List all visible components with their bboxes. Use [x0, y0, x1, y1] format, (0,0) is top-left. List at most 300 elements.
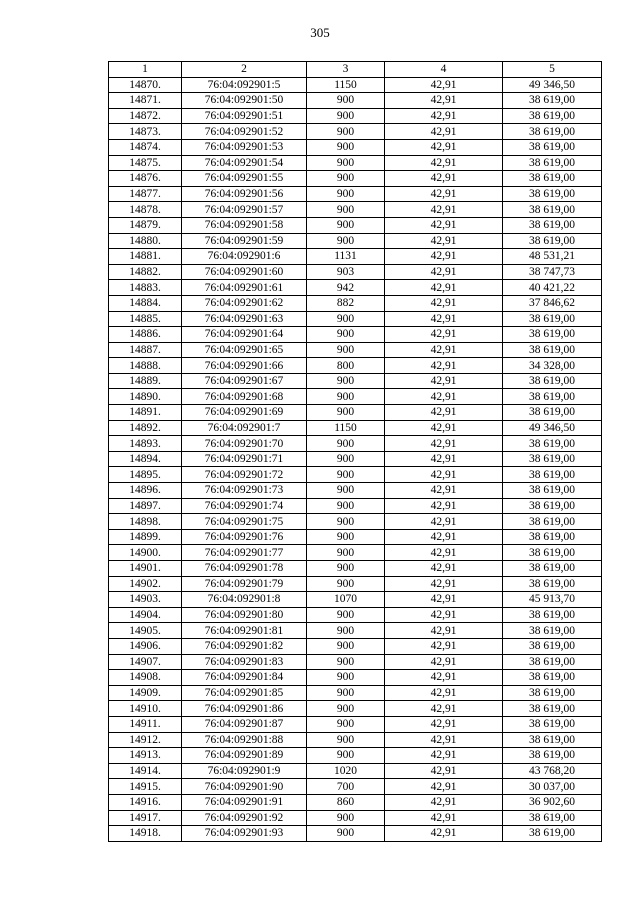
row-number-cell: 14877. [109, 186, 182, 202]
rate-cell: 42,91 [385, 77, 503, 93]
table-body [109, 62, 602, 842]
row-number-cell: 14887. [109, 342, 182, 358]
cadastral-number-cell: 76:04:092901:76 [182, 529, 307, 545]
table-row [109, 139, 602, 155]
cadastral-number-cell: 76:04:092901:74 [182, 498, 307, 514]
rate-cell: 42,91 [385, 389, 503, 405]
amount-cell: 38 747,73 [503, 264, 602, 280]
rate-cell: 42,91 [385, 576, 503, 592]
column-header: 1 [109, 62, 182, 78]
area-cell: 900 [307, 311, 385, 327]
table-row [109, 451, 602, 467]
table-row [109, 701, 602, 717]
row-number-cell: 14898. [109, 514, 182, 530]
rate-cell: 42,91 [385, 779, 503, 795]
cadastral-number-cell: 76:04:092901:66 [182, 358, 307, 374]
amount-cell: 38 619,00 [503, 654, 602, 670]
table-row [109, 748, 602, 764]
rate-cell: 42,91 [385, 701, 503, 717]
area-cell: 900 [307, 748, 385, 764]
amount-cell: 38 619,00 [503, 701, 602, 717]
amount-cell: 38 619,00 [503, 405, 602, 421]
table-row [109, 358, 602, 374]
table-row [109, 483, 602, 499]
rate-cell: 42,91 [385, 685, 503, 701]
area-cell: 900 [307, 405, 385, 421]
cadastral-number-cell: 76:04:092901:85 [182, 685, 307, 701]
area-cell: 900 [307, 732, 385, 748]
page-number: 305 [310, 25, 330, 40]
rate-cell: 42,91 [385, 124, 503, 140]
table-row [109, 77, 602, 93]
amount-cell: 38 619,00 [503, 810, 602, 826]
amount-cell: 38 619,00 [503, 373, 602, 389]
row-number-cell: 14889. [109, 373, 182, 389]
row-number-cell: 14873. [109, 124, 182, 140]
cadastral-number-cell: 76:04:092901:78 [182, 561, 307, 577]
table-row [109, 108, 602, 124]
table-row [109, 155, 602, 171]
cadastral-number-cell: 76:04:092901:82 [182, 638, 307, 654]
amount-cell: 38 619,00 [503, 561, 602, 577]
rate-cell: 42,91 [385, 763, 503, 779]
row-number-cell: 14893. [109, 436, 182, 452]
rate-cell: 42,91 [385, 139, 503, 155]
cadastral-number-cell: 76:04:092901:52 [182, 124, 307, 140]
cadastral-number-cell: 76:04:092901:59 [182, 233, 307, 249]
area-cell: 900 [307, 155, 385, 171]
cadastral-number-cell: 76:04:092901:54 [182, 155, 307, 171]
amount-cell: 34 328,00 [503, 358, 602, 374]
table-row [109, 420, 602, 436]
cadastral-number-cell: 76:04:092901:60 [182, 264, 307, 280]
cadastral-number-cell: 76:04:092901:89 [182, 748, 307, 764]
table-row [109, 826, 602, 842]
rate-cell: 42,91 [385, 748, 503, 764]
amount-cell: 38 619,00 [503, 342, 602, 358]
table-row [109, 794, 602, 810]
cadastral-number-cell: 76:04:092901:91 [182, 794, 307, 810]
cadastral-number-cell: 76:04:092901:81 [182, 623, 307, 639]
area-cell: 900 [307, 607, 385, 623]
row-number-cell: 14911. [109, 716, 182, 732]
table-row [109, 576, 602, 592]
rate-cell: 42,91 [385, 638, 503, 654]
amount-cell: 38 619,00 [503, 202, 602, 218]
cadastral-number-cell: 76:04:092901:9 [182, 763, 307, 779]
row-number-cell: 14901. [109, 561, 182, 577]
amount-cell: 38 619,00 [503, 748, 602, 764]
row-number-cell: 14895. [109, 467, 182, 483]
area-cell: 900 [307, 685, 385, 701]
table-row [109, 124, 602, 140]
rate-cell: 42,91 [385, 108, 503, 124]
row-number-cell: 14899. [109, 529, 182, 545]
rate-cell: 42,91 [385, 732, 503, 748]
table-row [109, 732, 602, 748]
amount-cell: 38 619,00 [503, 576, 602, 592]
cadastral-number-cell: 76:04:092901:87 [182, 716, 307, 732]
area-cell: 900 [307, 810, 385, 826]
row-number-cell: 14870. [109, 77, 182, 93]
row-number-cell: 14892. [109, 420, 182, 436]
row-number-cell: 14885. [109, 311, 182, 327]
area-cell: 900 [307, 701, 385, 717]
table-row [109, 373, 602, 389]
cadastral-number-cell: 76:04:092901:68 [182, 389, 307, 405]
table-row [109, 202, 602, 218]
row-number-cell: 14914. [109, 763, 182, 779]
amount-cell: 38 619,00 [503, 124, 602, 140]
table-row [109, 498, 602, 514]
cadastral-number-cell: 76:04:092901:72 [182, 467, 307, 483]
cadastral-number-cell: 76:04:092901:80 [182, 607, 307, 623]
rate-cell: 42,91 [385, 654, 503, 670]
cadastral-number-cell: 76:04:092901:56 [182, 186, 307, 202]
rate-cell: 42,91 [385, 327, 503, 343]
area-cell: 700 [307, 779, 385, 795]
area-cell: 903 [307, 264, 385, 280]
cadastral-number-cell: 76:04:092901:67 [182, 373, 307, 389]
amount-cell: 38 619,00 [503, 217, 602, 233]
cadastral-number-cell: 76:04:092901:86 [182, 701, 307, 717]
cadastral-number-cell: 76:04:092901:64 [182, 327, 307, 343]
row-number-cell: 14875. [109, 155, 182, 171]
amount-cell: 38 619,00 [503, 623, 602, 639]
area-cell: 900 [307, 561, 385, 577]
area-cell: 900 [307, 498, 385, 514]
cadastral-number-cell: 76:04:092901:79 [182, 576, 307, 592]
amount-cell: 38 619,00 [503, 545, 602, 561]
table-row [109, 233, 602, 249]
table-row [109, 311, 602, 327]
table-row [109, 592, 602, 608]
amount-cell: 38 619,00 [503, 233, 602, 249]
area-cell: 900 [307, 171, 385, 187]
area-cell: 900 [307, 186, 385, 202]
rate-cell: 42,91 [385, 529, 503, 545]
area-cell: 900 [307, 124, 385, 140]
row-number-cell: 14882. [109, 264, 182, 280]
cadastral-number-cell: 76:04:092901:77 [182, 545, 307, 561]
amount-cell: 48 531,21 [503, 249, 602, 265]
cadastral-number-cell: 76:04:092901:62 [182, 295, 307, 311]
area-cell: 900 [307, 638, 385, 654]
column-header: 2 [182, 62, 307, 78]
row-number-cell: 14896. [109, 483, 182, 499]
area-cell: 900 [307, 654, 385, 670]
amount-cell: 30 037,00 [503, 779, 602, 795]
row-number-cell: 14880. [109, 233, 182, 249]
area-cell: 882 [307, 295, 385, 311]
amount-cell: 38 619,00 [503, 826, 602, 842]
area-cell: 1150 [307, 420, 385, 436]
rate-cell: 42,91 [385, 436, 503, 452]
amount-cell: 37 846,62 [503, 295, 602, 311]
cadastral-number-cell: 76:04:092901:57 [182, 202, 307, 218]
amount-cell: 38 619,00 [503, 638, 602, 654]
table-row [109, 561, 602, 577]
table-row [109, 342, 602, 358]
amount-cell: 38 619,00 [503, 436, 602, 452]
amount-cell: 38 619,00 [503, 685, 602, 701]
amount-cell: 38 619,00 [503, 529, 602, 545]
amount-cell: 38 619,00 [503, 186, 602, 202]
column-header: 3 [307, 62, 385, 78]
area-cell: 900 [307, 529, 385, 545]
rate-cell: 42,91 [385, 794, 503, 810]
row-number-cell: 14908. [109, 670, 182, 686]
row-number-cell: 14918. [109, 826, 182, 842]
cadastral-number-cell: 76:04:092901:50 [182, 93, 307, 109]
rate-cell: 42,91 [385, 264, 503, 280]
area-cell: 900 [307, 389, 385, 405]
amount-cell: 38 619,00 [503, 139, 602, 155]
rate-cell: 42,91 [385, 405, 503, 421]
area-cell: 900 [307, 93, 385, 109]
cadastral-number-cell: 76:04:092901:92 [182, 810, 307, 826]
row-number-cell: 14904. [109, 607, 182, 623]
rate-cell: 42,91 [385, 342, 503, 358]
cadastral-number-cell: 76:04:092901:90 [182, 779, 307, 795]
cadastral-number-cell: 76:04:092901:88 [182, 732, 307, 748]
area-cell: 800 [307, 358, 385, 374]
cadastral-number-cell: 76:04:092901:7 [182, 420, 307, 436]
cadastral-number-cell: 76:04:092901:71 [182, 451, 307, 467]
table-row [109, 670, 602, 686]
amount-cell: 49 346,50 [503, 420, 602, 436]
area-cell: 1131 [307, 249, 385, 265]
cadastral-number-cell: 76:04:092901:70 [182, 436, 307, 452]
area-cell: 860 [307, 794, 385, 810]
amount-cell: 38 619,00 [503, 607, 602, 623]
rate-cell: 42,91 [385, 451, 503, 467]
amount-cell: 38 619,00 [503, 93, 602, 109]
table-row [109, 607, 602, 623]
row-number-cell: 14902. [109, 576, 182, 592]
table-row [109, 217, 602, 233]
rate-cell: 42,91 [385, 545, 503, 561]
amount-cell: 38 619,00 [503, 311, 602, 327]
column-header: 5 [503, 62, 602, 78]
table-row [109, 171, 602, 187]
table-row [109, 623, 602, 639]
area-cell: 900 [307, 826, 385, 842]
row-number-cell: 14878. [109, 202, 182, 218]
table-row [109, 186, 602, 202]
area-cell: 900 [307, 342, 385, 358]
area-cell: 900 [307, 217, 385, 233]
row-number-cell: 14909. [109, 685, 182, 701]
row-number-cell: 14912. [109, 732, 182, 748]
area-cell: 900 [307, 467, 385, 483]
row-number-cell: 14883. [109, 280, 182, 296]
table-row [109, 280, 602, 296]
area-cell: 1020 [307, 763, 385, 779]
rate-cell: 42,91 [385, 810, 503, 826]
amount-cell: 36 902,60 [503, 794, 602, 810]
rate-cell: 42,91 [385, 716, 503, 732]
row-number-cell: 14900. [109, 545, 182, 561]
table-row [109, 436, 602, 452]
amount-cell: 49 346,50 [503, 77, 602, 93]
rate-cell: 42,91 [385, 186, 503, 202]
cadastral-number-cell: 76:04:092901:61 [182, 280, 307, 296]
row-number-cell: 14903. [109, 592, 182, 608]
area-cell: 942 [307, 280, 385, 296]
table-row [109, 685, 602, 701]
row-number-cell: 14871. [109, 93, 182, 109]
rate-cell: 42,91 [385, 93, 503, 109]
rate-cell: 42,91 [385, 483, 503, 499]
area-cell: 900 [307, 139, 385, 155]
row-number-cell: 14913. [109, 748, 182, 764]
area-cell: 900 [307, 451, 385, 467]
rate-cell: 42,91 [385, 217, 503, 233]
table-row [109, 467, 602, 483]
amount-cell: 38 619,00 [503, 732, 602, 748]
cadastral-number-cell: 76:04:092901:5 [182, 77, 307, 93]
cadastral-number-cell: 76:04:092901:73 [182, 483, 307, 499]
table-row [109, 93, 602, 109]
table-row [109, 295, 602, 311]
table-row [109, 545, 602, 561]
rate-cell: 42,91 [385, 670, 503, 686]
rate-cell: 42,91 [385, 467, 503, 483]
cadastral-number-cell: 76:04:092901:75 [182, 514, 307, 530]
rate-cell: 42,91 [385, 311, 503, 327]
row-number-cell: 14910. [109, 701, 182, 717]
row-number-cell: 14881. [109, 249, 182, 265]
row-number-cell: 14886. [109, 327, 182, 343]
rate-cell: 42,91 [385, 373, 503, 389]
rate-cell: 42,91 [385, 202, 503, 218]
table-header-row [109, 62, 602, 78]
row-number-cell: 14891. [109, 405, 182, 421]
row-number-cell: 14874. [109, 139, 182, 155]
amount-cell: 38 619,00 [503, 108, 602, 124]
row-number-cell: 14905. [109, 623, 182, 639]
area-cell: 900 [307, 202, 385, 218]
cadastral-number-cell: 76:04:092901:53 [182, 139, 307, 155]
table-row [109, 638, 602, 654]
rate-cell: 42,91 [385, 514, 503, 530]
amount-cell: 38 619,00 [503, 155, 602, 171]
amount-cell: 38 619,00 [503, 327, 602, 343]
row-number-cell: 14876. [109, 171, 182, 187]
rate-cell: 42,91 [385, 171, 503, 187]
amount-cell: 38 619,00 [503, 389, 602, 405]
data-table [108, 61, 602, 842]
rate-cell: 42,91 [385, 826, 503, 842]
column-header: 4 [385, 62, 503, 78]
row-number-cell: 14890. [109, 389, 182, 405]
row-number-cell: 14917. [109, 810, 182, 826]
cadastral-number-cell: 76:04:092901:63 [182, 311, 307, 327]
area-cell: 900 [307, 514, 385, 530]
amount-cell: 38 619,00 [503, 716, 602, 732]
area-cell: 900 [307, 716, 385, 732]
cadastral-number-cell: 76:04:092901:55 [182, 171, 307, 187]
rate-cell: 42,91 [385, 561, 503, 577]
row-number-cell: 14897. [109, 498, 182, 514]
row-number-cell: 14879. [109, 217, 182, 233]
area-cell: 900 [307, 483, 385, 499]
table-row [109, 529, 602, 545]
table-row [109, 654, 602, 670]
area-cell: 900 [307, 545, 385, 561]
table-row [109, 763, 602, 779]
rate-cell: 42,91 [385, 592, 503, 608]
row-number-cell: 14894. [109, 451, 182, 467]
row-number-cell: 14906. [109, 638, 182, 654]
amount-cell: 43 768,20 [503, 763, 602, 779]
area-cell: 900 [307, 233, 385, 249]
rate-cell: 42,91 [385, 295, 503, 311]
table-row [109, 264, 602, 280]
rate-cell: 42,91 [385, 249, 503, 265]
cadastral-number-cell: 76:04:092901:58 [182, 217, 307, 233]
table-row [109, 389, 602, 405]
row-number-cell: 14884. [109, 295, 182, 311]
cadastral-number-cell: 76:04:092901:93 [182, 826, 307, 842]
row-number-cell: 14915. [109, 779, 182, 795]
amount-cell: 45 913,70 [503, 592, 602, 608]
cadastral-number-cell: 76:04:092901:83 [182, 654, 307, 670]
amount-cell: 38 619,00 [503, 451, 602, 467]
amount-cell: 38 619,00 [503, 171, 602, 187]
row-number-cell: 14907. [109, 654, 182, 670]
rate-cell: 42,91 [385, 358, 503, 374]
rate-cell: 42,91 [385, 607, 503, 623]
amount-cell: 38 619,00 [503, 670, 602, 686]
rate-cell: 42,91 [385, 420, 503, 436]
table-row [109, 514, 602, 530]
cadastral-number-cell: 76:04:092901:8 [182, 592, 307, 608]
amount-cell: 40 421,22 [503, 280, 602, 296]
area-cell: 900 [307, 373, 385, 389]
area-cell: 900 [307, 327, 385, 343]
rate-cell: 42,91 [385, 233, 503, 249]
table-row [109, 716, 602, 732]
area-cell: 900 [307, 576, 385, 592]
table-row [109, 327, 602, 343]
rate-cell: 42,91 [385, 498, 503, 514]
area-cell: 900 [307, 623, 385, 639]
row-number-cell: 14872. [109, 108, 182, 124]
table-row [109, 249, 602, 265]
table-row [109, 810, 602, 826]
cadastral-number-cell: 76:04:092901:51 [182, 108, 307, 124]
cadastral-number-cell: 76:04:092901:6 [182, 249, 307, 265]
area-cell: 1070 [307, 592, 385, 608]
table-row [109, 779, 602, 795]
row-number-cell: 14888. [109, 358, 182, 374]
cadastral-number-cell: 76:04:092901:84 [182, 670, 307, 686]
cadastral-number-cell: 76:04:092901:69 [182, 405, 307, 421]
rate-cell: 42,91 [385, 623, 503, 639]
row-number-cell: 14916. [109, 794, 182, 810]
amount-cell: 38 619,00 [503, 498, 602, 514]
cadastral-number-cell: 76:04:092901:65 [182, 342, 307, 358]
area-cell: 1150 [307, 77, 385, 93]
amount-cell: 38 619,00 [503, 514, 602, 530]
table-row [109, 405, 602, 421]
area-cell: 900 [307, 436, 385, 452]
area-cell: 900 [307, 670, 385, 686]
amount-cell: 38 619,00 [503, 467, 602, 483]
rate-cell: 42,91 [385, 280, 503, 296]
